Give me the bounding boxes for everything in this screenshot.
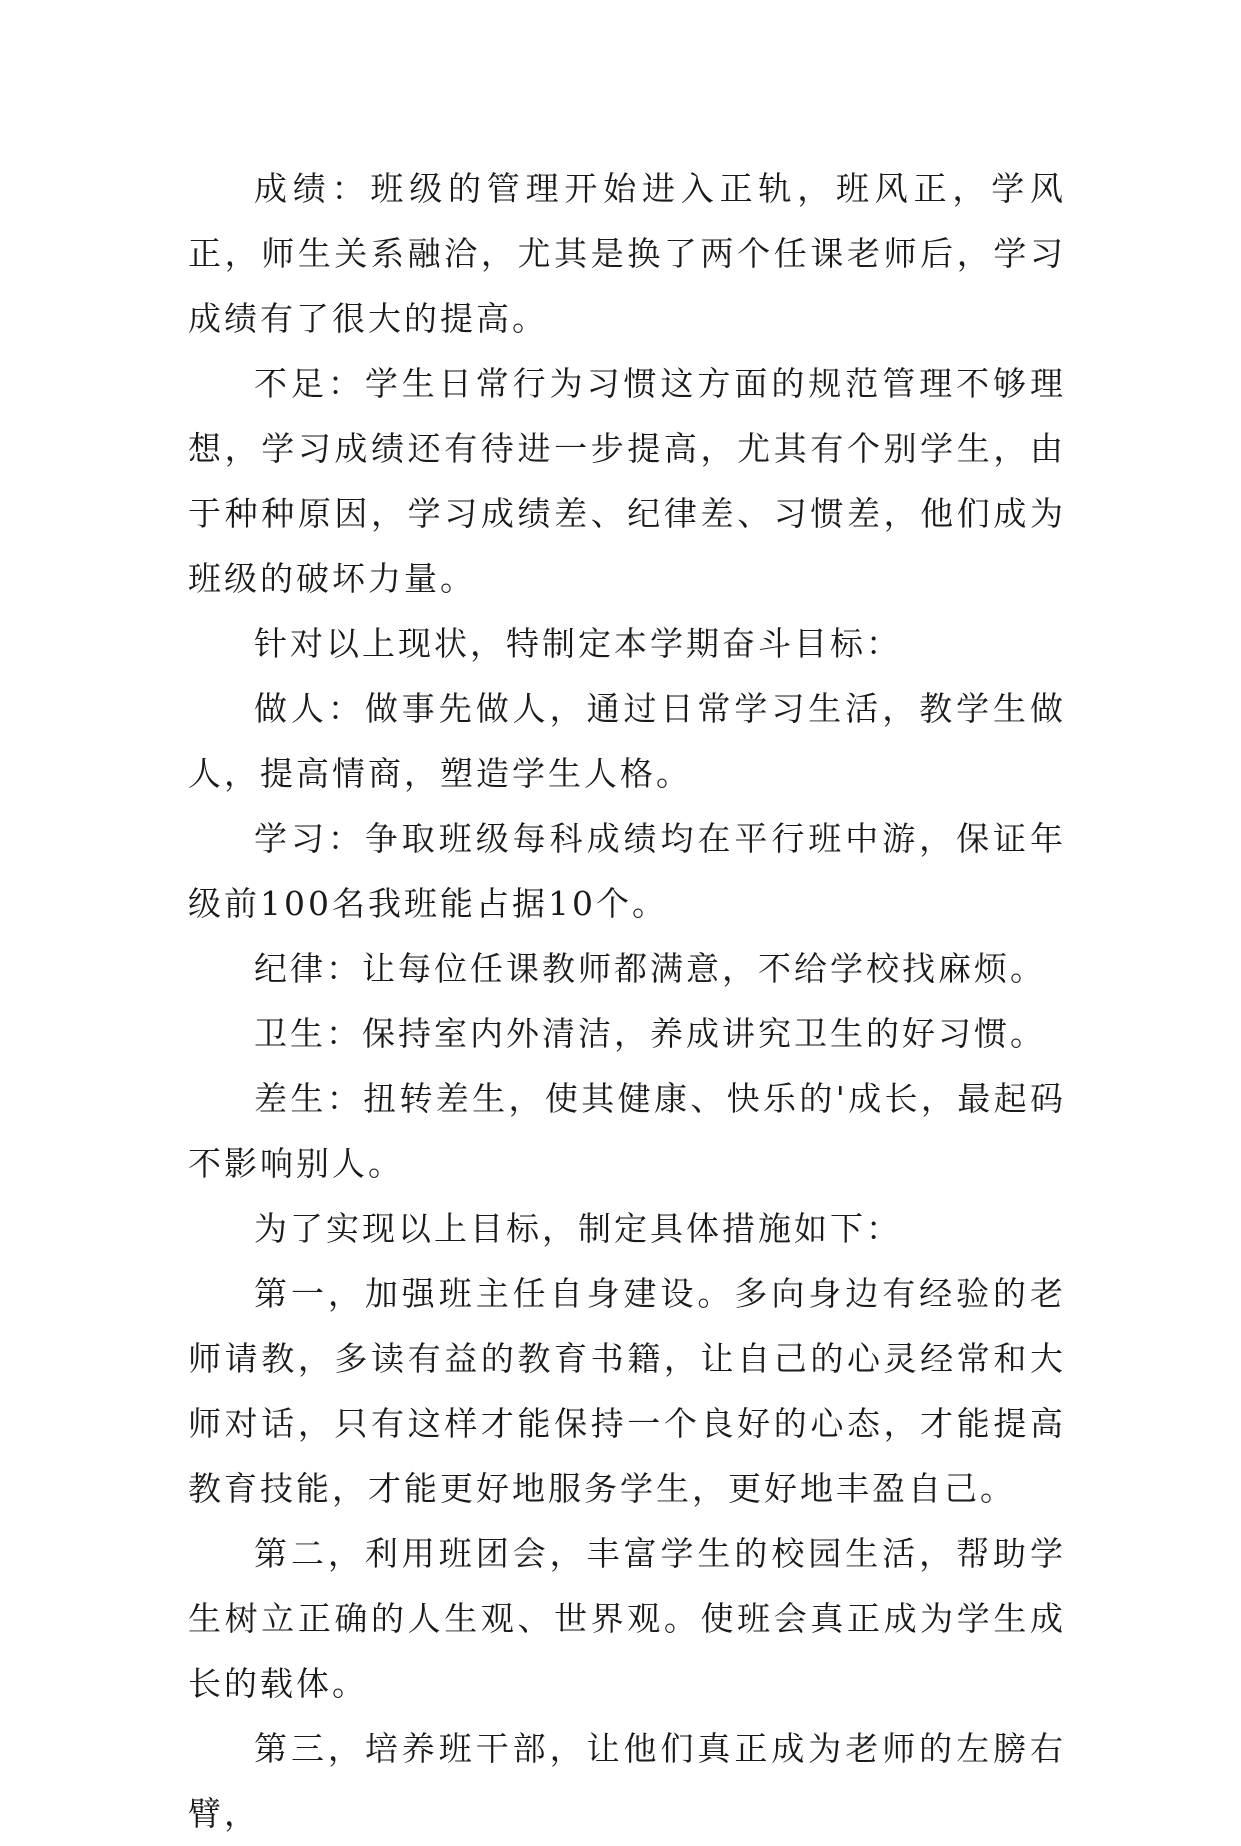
paragraph-achievements: 成绩：班级的管理开始进入正轨，班风正，学风正，师生关系融洽，尤其是换了两个任课老师后，学习成绩有了很大的提高。 — [188, 169, 1066, 338]
paragraph-goal-discipline: 纪律：让每位任课教师都满意，不给学校找麻烦。 — [254, 949, 1046, 988]
paragraph-measures-intro: 为了实现以上目标，制定具体措施如下： — [254, 1209, 902, 1248]
paragraph-goal-hygiene: 卫生：保持室内外清洁，养成讲究卫生的好习惯。 — [254, 1014, 1046, 1053]
paragraph-measure-second: 第二，利用班团会，丰富学生的校园生活，帮助学生树立正确的人生观、世界观。使班会真正成为学生成长的载体。 — [188, 1534, 1066, 1703]
paragraph-shortcomings: 不足：学生日常行为习惯这方面的规范管理不够理想，学习成绩还有待进一步提高，尤其有个别学生，由于种种原因，学习成绩差、纪律差、习惯差，他们成为班级的破坏力量。 — [188, 364, 1066, 598]
paragraph-goal-weak-students: 差生：扭转差生，使其健康、快乐的'成长，最起码不影响别人。 — [188, 1079, 1066, 1183]
paragraph-measure-third: 第三，培养班干部，让他们真正成为老师的左膀右臂， — [188, 1729, 1066, 1833]
paragraph-goal-character: 做人：做事先做人，通过日常学习生活，教学生做人，提高情商，塑造学生人格。 — [188, 689, 1066, 793]
paragraph-goal-study: 学习：争取班级每科成绩均在平行班中游，保证年级前100名我班能占据10个。 — [188, 819, 1066, 923]
document-body — [188, 156, 1066, 1846]
paragraph-goals-intro: 针对以上现状，特制定本学期奋斗目标： — [254, 624, 902, 663]
paragraph-measure-first: 第一，加强班主任自身建设。多向身边有经验的老师请教，多读有益的教育书籍，让自己的心灵经常和大师对话，只有这样才能保持一个良好的心态，才能提高教育技能，才能更好地服务学生，更好地丰盈自己。 — [188, 1274, 1066, 1508]
